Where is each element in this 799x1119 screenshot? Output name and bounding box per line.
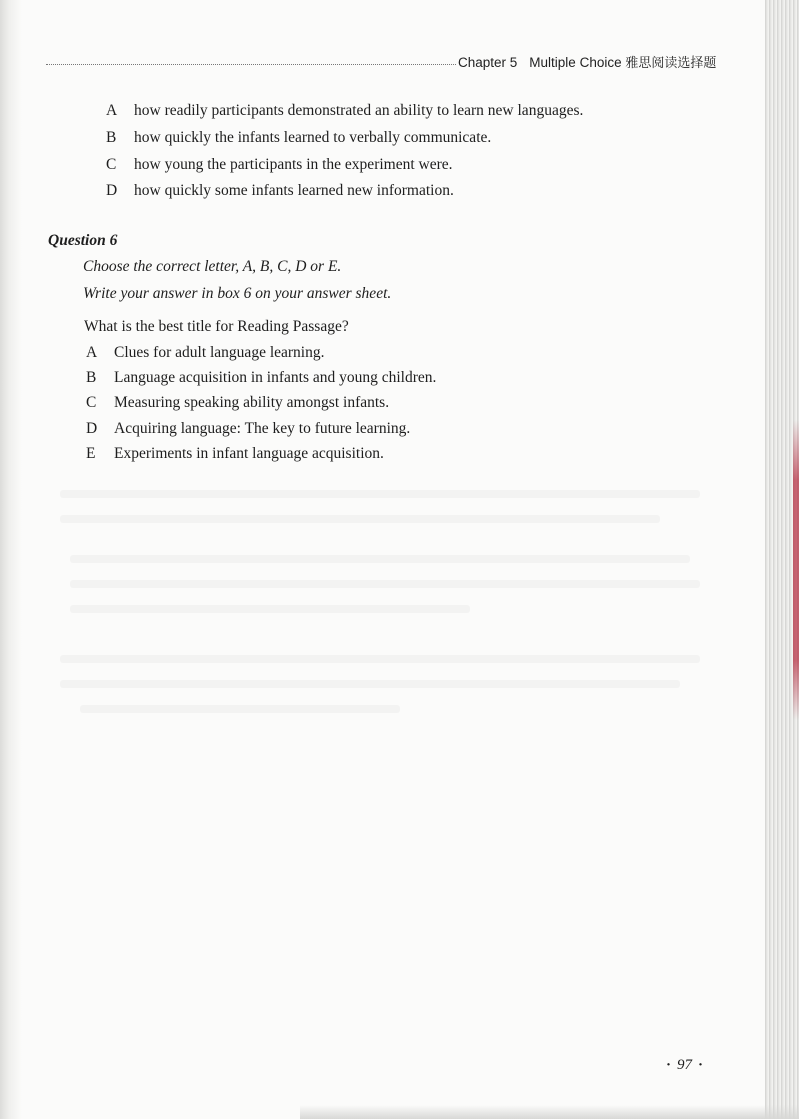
- bleed-through: [70, 555, 690, 563]
- bleed-through: [70, 605, 470, 613]
- page-number-dot-right: ·: [698, 1057, 704, 1073]
- header-section: Multiple Choice: [529, 55, 622, 70]
- q6-option-e: [86, 445, 384, 463]
- header-dotted-rule: [46, 64, 456, 65]
- q6-option-d: [86, 420, 410, 438]
- q5-option-a: [106, 102, 583, 120]
- bleed-through: [80, 705, 400, 713]
- option-letter: A: [86, 344, 98, 361]
- bleed-through: [60, 515, 660, 523]
- bleed-through: [60, 655, 700, 663]
- header-chinese-title: 雅思阅读选择题: [625, 56, 717, 71]
- option-text: how quickly some infants learned new information.: [134, 182, 454, 199]
- option-text: how young the participants in the experiment were.: [134, 156, 453, 173]
- header-chapter: Chapter 5: [458, 55, 518, 70]
- page-number-value: 97: [677, 1057, 693, 1073]
- option-text: Clues for adult language learning.: [114, 344, 325, 361]
- option-letter: B: [86, 369, 97, 386]
- option-text: how readily participants demonstrated an ability to learn new languages.: [134, 102, 584, 119]
- q6-option-b: [86, 369, 436, 387]
- header-text: [458, 52, 716, 71]
- question-6-instruction-letter: Choose the correct letter, A, B, C, D or E.: [83, 258, 342, 275]
- bleed-through: [60, 680, 680, 688]
- option-text: how quickly the infants learned to verbally communicate.: [134, 129, 492, 146]
- page-number: [660, 1057, 709, 1074]
- page-edge-marker: [793, 420, 799, 720]
- option-text: Acquiring language: The key to future learning.: [114, 420, 411, 437]
- q5-option-d: [106, 182, 454, 200]
- bleed-through: [60, 490, 700, 498]
- option-letter: D: [86, 420, 98, 437]
- q6-option-a: [86, 344, 324, 362]
- q6-option-c: [86, 394, 389, 412]
- option-letter: D: [106, 182, 118, 199]
- option-letter: C: [106, 156, 117, 173]
- option-letter: E: [86, 445, 96, 462]
- option-text: Experiments in infant language acquisition.: [114, 445, 384, 462]
- page-left-shadow: [0, 0, 22, 1119]
- option-letter: C: [86, 394, 97, 411]
- question-6-prompt: What is the best title for Reading Passage?: [84, 318, 349, 335]
- page-bottom-shadow: [300, 1105, 799, 1119]
- question-6-instruction-answer-box: Write your answer in box 6 on your answer sheet.: [83, 285, 392, 302]
- q5-option-c: [106, 156, 453, 174]
- option-letter: A: [106, 102, 118, 119]
- running-header: [46, 50, 746, 70]
- option-text: Measuring speaking ability amongst infants.: [114, 394, 390, 411]
- question-6-title: Question 6: [48, 232, 118, 249]
- option-text: Language acquisition in infants and young children.: [114, 369, 437, 386]
- bleed-through: [70, 580, 700, 588]
- q5-option-b: [106, 129, 491, 147]
- option-letter: B: [106, 129, 117, 146]
- page-number-dot-left: ·: [666, 1057, 672, 1073]
